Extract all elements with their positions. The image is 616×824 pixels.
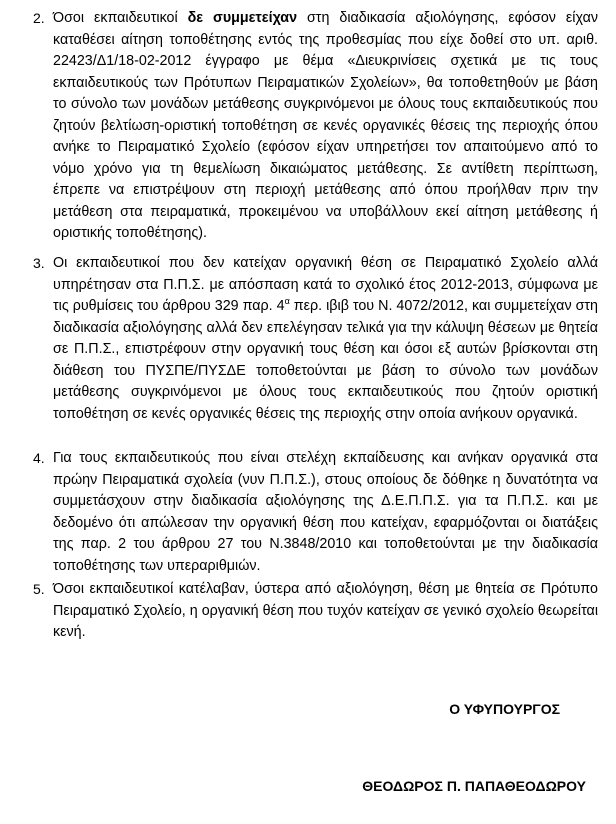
signatory-name: ΘΕΟΔΩΡΟΣ Π. ΠΑΠΑΘΕΟΔΩΡΟΥ <box>362 778 586 794</box>
item-paragraph <box>53 253 598 425</box>
item-number: 5. <box>33 581 45 597</box>
item-paragraph: Για τους εκπαιδευτικούς που είναι στελέχη εκπαίδευσης και ανήκαν οργανικά στα πρώην Πειραματικά σχολεία (νυν Π.Π.Σ.), στους οποίους δε δόθηκε η δυνατότητα να συμμετάσχουν στην διαδικασία αξιολόγησης της Δ.Ε.Π.Π.Σ. για τα Π.Π.Σ. και με δεδομένο ότι απώλεσαν την οργανική θέση που κατείχαν, εφαρμόζονται οι διατάξεις της παρ. 2 του άρθρου 27 του Ν.3848/2010 και τοποθετούνται με την διαδικασία τοποθέτησης των υπεραριθμιών. <box>53 450 598 574</box>
item-number: 3. <box>33 255 45 271</box>
signatory-title: Ο ΥΦΥΠΟΥΡΓΟΣ <box>449 701 560 717</box>
item-number: 2. <box>33 10 45 26</box>
bold-phrase: δε συμμετείχαν <box>187 10 298 26</box>
item-paragraph <box>53 8 598 245</box>
item-paragraph: Όσοι εκπαιδευτικοί κατέλαβαν, ύστερα από αξιολόγηση, θέση με θητεία σε Πρότυπο Πειραματικό Σχολείο, η οργανική θέση που τυχόν κατείχαν σε γενικό σχολείο θεωρείται κενή. <box>53 581 598 640</box>
paragraph-text: Οι εκπαιδευτικοί που δεν κατείχαν οργανική θέση σε Πειραματικό Σχολείο αλλά υπηρέτησαν στα Π.Π.Σ. με απόσπαση κατά το σχολικό έτος 2012-2013, σύμφωνα με τις ρυθμίσεις του άρθρου 329 παρ. 4 <box>53 255 598 314</box>
paragraph-text: περ. ιβιβ του Ν. 4072/2012, και συμμετείχαν στη διαδικασία αξιολόγησης αλλά δεν επελέγησαν τελικά για την κάλυψη θέσεων με θητεία σε Π.Π.Σ., επιστρέφουν στην οργανική τους θέση και όσοι εξ αυτών βρίσκονται στη διάθεση του ΠΥΣΠΕ/ΠΥΣΔΕ τοποθετούνται με βάση το σύνολο των μονάδων μετάθεσης συγκρινόμενοι με όλους τους εκπαιδευτικούς που ζητούν οριστική τοποθέτηση σε κενές οργανικές θέσεις της περιοχής στην οποία ανήκουν οργανικά. <box>53 298 599 422</box>
item-number: 4. <box>33 450 45 466</box>
superscript: α <box>284 296 290 307</box>
paragraph-text: Όσοι εκπαιδευτικοί <box>53 10 178 26</box>
paragraph-text: στη διαδικασία αξιολόγησης, εφόσον είχαν καταθέσει αίτηση τοποθέτησης εντός της προθεσμίας που είχε δοθεί στο υπ. αριθ. 22423/Δ1/18-02-2012 έγγραφο με θέμα «Διευκρινίσεις σχετικά με τις τους εκπαιδευτικούς των Πρότυπων Πειραματικών Σχολείων», θα τοποθετηθούν με βάση το σύνολο των μονάδων μετάθεσης συγκρινόμενοι με όλους τους εκπαιδευτικούς που ζητούν βελτίωση-οριστική τοποθέτηση σε κενές οργανικές θέσεις της περιοχής όπου ανήκε το Πειραματικό Σχολείο (εφόσον είχαν υπηρετήσει τον απαιτούμενο από το νόμο χρόνο για τη θεμελίωση δικαιώματος μετάθεσης. Σε αντίθετη περίπτωση, έπρεπε να επιστρέψουν στη περιοχή μετάθεσης από όπου προήλθαν πριν την μετάθεση στα πειραματικά, προκειμένου να υποβάλλουν εκεί αίτηση μετάθεσης ή οριστικής τοποθέτησης). <box>53 10 598 241</box>
